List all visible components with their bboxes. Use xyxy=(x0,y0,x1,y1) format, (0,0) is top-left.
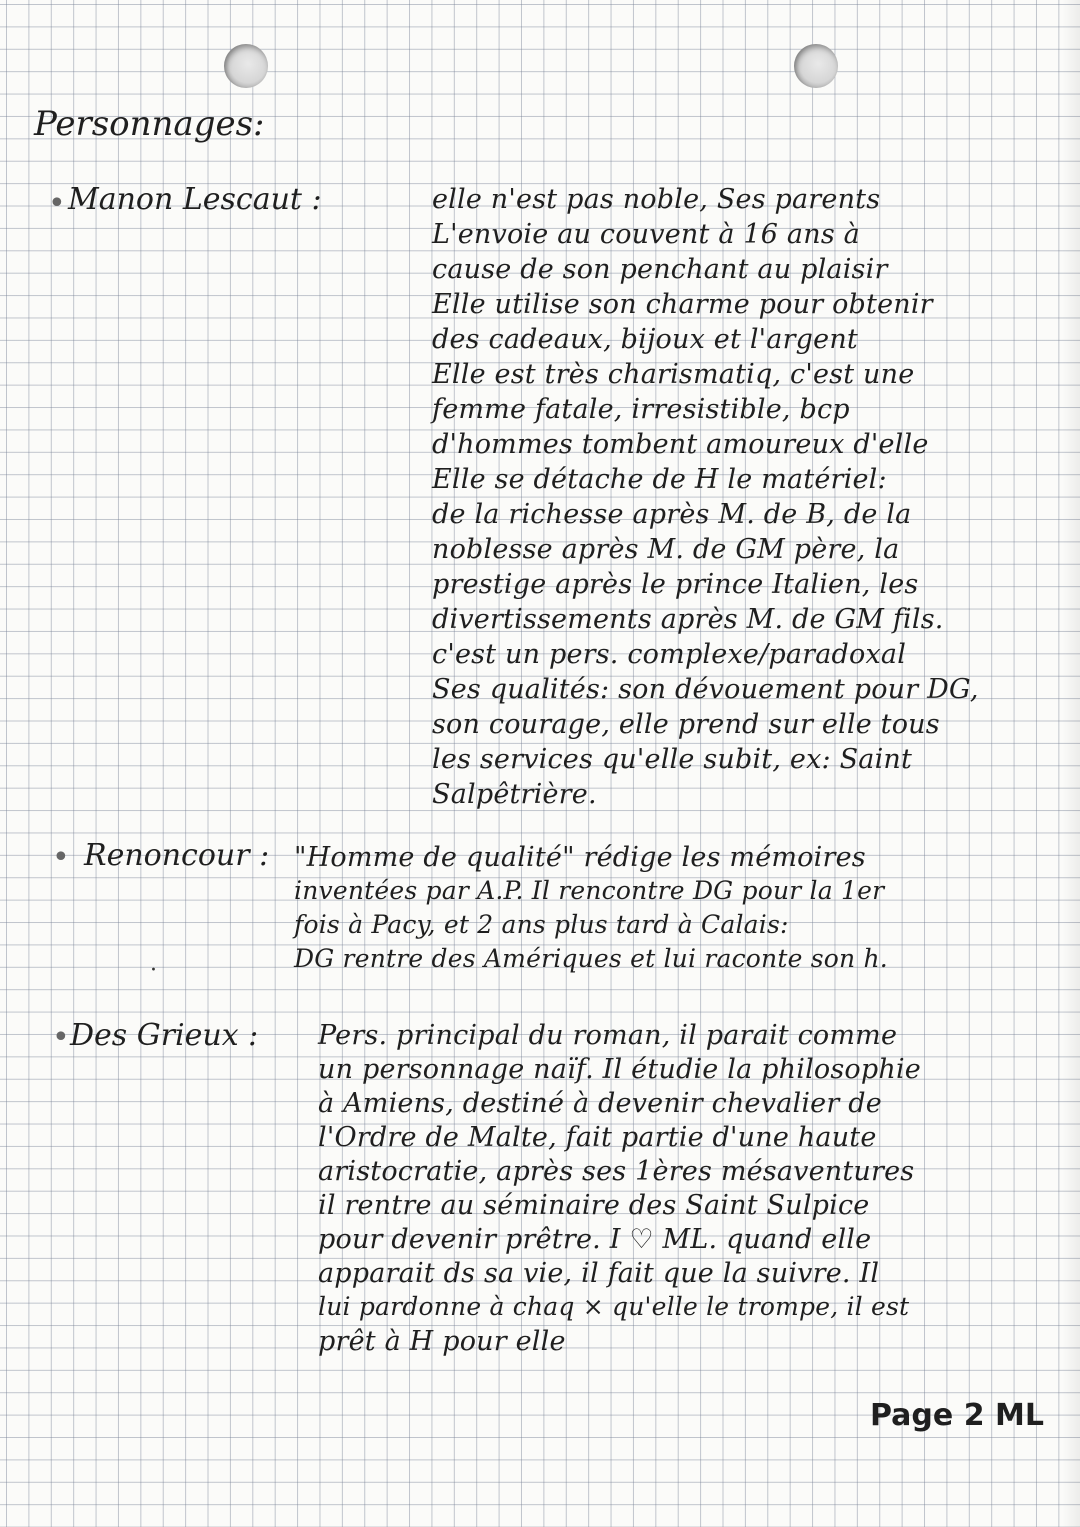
character-name-renoncour: Renoncour : xyxy=(84,838,270,873)
description-line: elle n'est pas noble, Ses parents xyxy=(432,184,881,215)
description-line: les services qu'elle subit, ex: Saint xyxy=(432,744,913,775)
page-number-label: Page 2 ML xyxy=(870,1398,1044,1433)
description-line: femme fatale, irresistible, bcp xyxy=(432,394,850,425)
character-name-manon: Manon Lescaut : xyxy=(68,182,322,217)
description-line: fois à Pacy, et 2 ans plus tard à Calais: xyxy=(294,910,789,939)
description-line: prêt à H pour elle xyxy=(318,1326,566,1357)
description-line: Salpêtrière. xyxy=(432,779,597,810)
description-line: Elle se détache de H le matériel: xyxy=(432,464,887,495)
punch-hole xyxy=(794,44,838,88)
description-line: à Amiens, destiné à devenir chevalier de xyxy=(318,1088,882,1119)
description-line: divertissements après M. de GM fils. xyxy=(432,604,944,635)
description-line: apparait ds sa vie, il fait que la suivre. Il xyxy=(318,1258,880,1289)
description-line: l'Ordre de Malte, fait partie d'une haute xyxy=(318,1122,877,1153)
description-line: d'hommes tombent amoureux d'elle xyxy=(432,429,929,460)
punch-hole xyxy=(224,44,268,88)
description-line: Pers. principal du roman, il parait comme xyxy=(318,1020,898,1051)
description-line: des cadeaux, bijoux et l'argent xyxy=(432,324,858,355)
description-line: Elle utilise son charme pour obtenir xyxy=(432,289,933,320)
description-line: L'envoie au couvent à 16 ans à xyxy=(432,219,860,250)
description-line: prestige après le prince Italien, les xyxy=(432,569,919,600)
description-line: pour devenir prêtre. I ♡ ML. quand elle xyxy=(318,1224,872,1255)
description-line: cause de son penchant au plaisir xyxy=(432,254,888,285)
stray-mark: · xyxy=(150,958,157,983)
bullet-dot: • xyxy=(52,1020,70,1055)
description-line: c'est un pers. complexe/paradoxal xyxy=(432,639,907,670)
description-line: son courage, elle prend sur elle tous xyxy=(432,709,940,740)
description-line: "Homme de qualité" rédige les mémoires xyxy=(294,842,866,873)
description-line: de la richesse après M. de B, de la xyxy=(432,499,912,530)
bullet-dot: • xyxy=(48,186,66,221)
description-line: inventées par A.P. Il rencontre DG pour la 1er xyxy=(294,876,885,905)
description-line: Ses qualités: son dévouement pour DG, xyxy=(432,674,979,705)
page-title: Personnages: xyxy=(34,104,265,144)
description-line: DG rentre des Amériques et lui raconte son h. xyxy=(294,944,888,973)
description-line: Elle est très charismatiq, c'est une xyxy=(432,359,915,390)
character-name-des-grieux: Des Grieux : xyxy=(70,1018,259,1053)
description-line: il rentre au séminaire des Saint Sulpice xyxy=(318,1190,870,1221)
page-edge-shadow xyxy=(1062,0,1080,1527)
bullet-dot: • xyxy=(52,840,70,875)
description-line: lui pardonne à chaq × qu'elle le trompe, il est xyxy=(318,1292,910,1321)
description-line: aristocratie, après ses 1ères mésaventures xyxy=(318,1156,915,1187)
description-line: noblesse après M. de GM père, la xyxy=(432,534,900,565)
description-line: un personnage naïf. Il étudie la philosophie xyxy=(318,1054,921,1085)
